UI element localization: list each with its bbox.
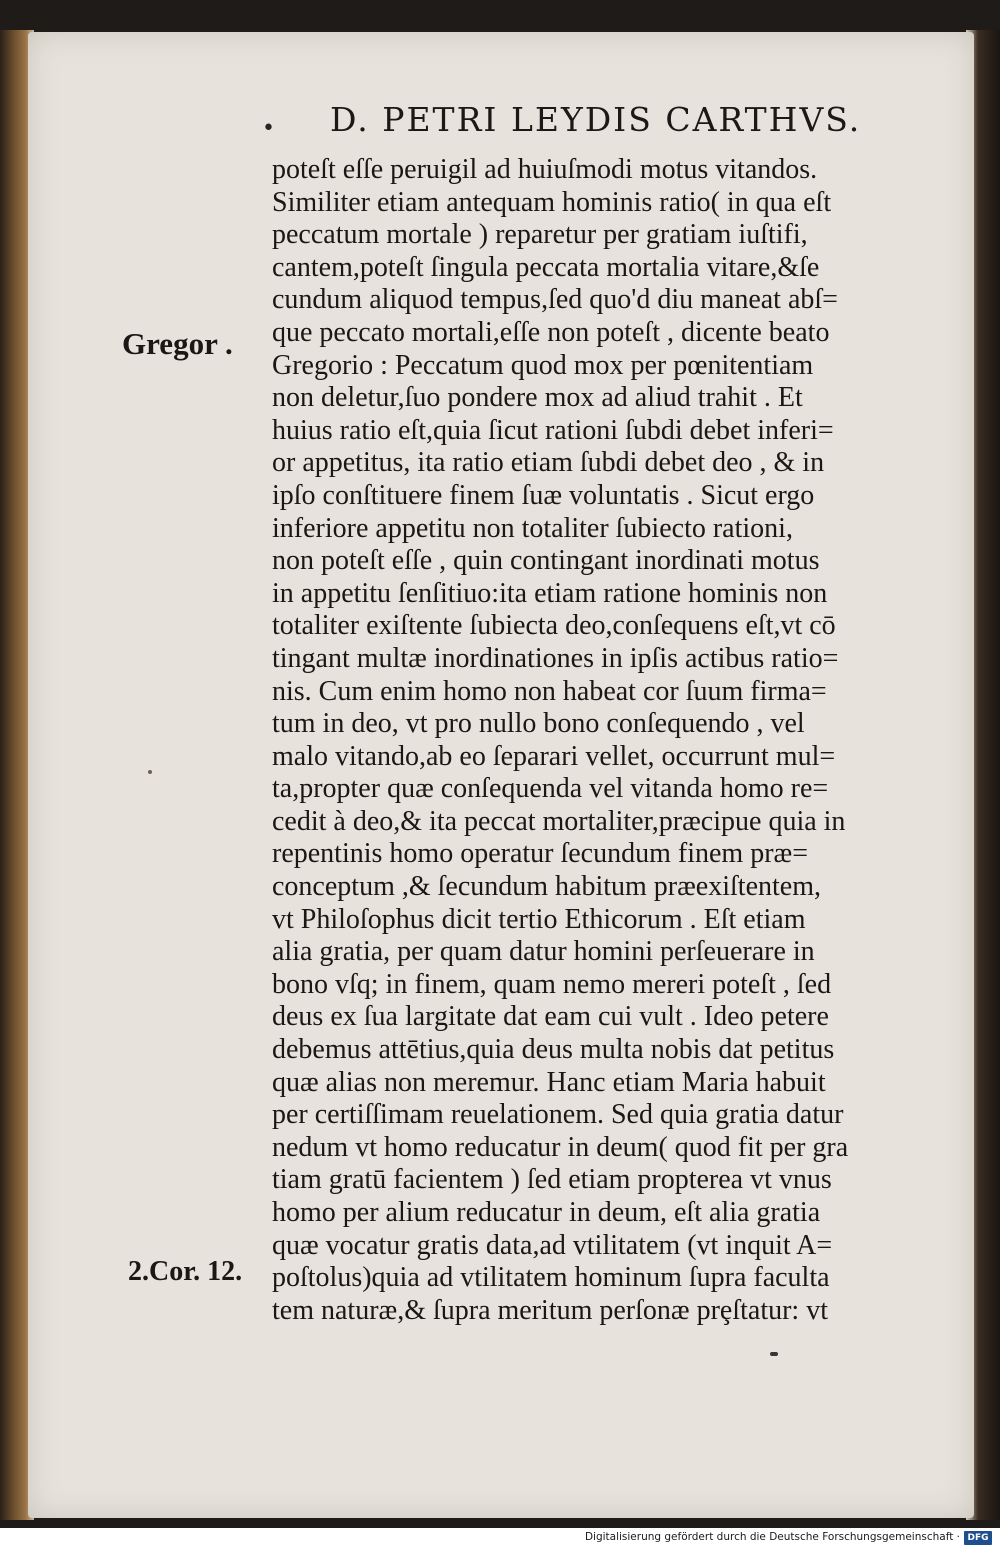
text-line: huius ratio eſt,quia ſicut rationi ſubdi debet inferi= [272,414,834,446]
text-line: malo vitando,ab eo ſeparari vellet, occurrunt mul= [272,740,836,772]
text-line: alia gratia, per quam datur homini perſeuerare in [272,936,815,968]
ink-speck [770,1352,778,1356]
text-line: que peccato mortali,eſſe non poteſt , dicente beato [272,316,830,348]
text-line: poſtolus)quia ad vtilitatem hominum ſupra faculta [272,1262,830,1294]
text-line: quæ vocatur gratis data,ad vtilitatem (vt inquit A= [272,1229,833,1261]
margin-note-gregor: Gregor . [122,326,233,361]
dfg-logo: DFG [964,1531,992,1545]
text-line: non deletur,ſuo pondere mox ad aliud trahit . Et [272,382,803,414]
ink-speck [148,770,152,774]
text-line: Gregorio : Peccatum quod mox per pœnitentiam [272,349,814,381]
text-line: cantem,poteſt ſingula peccata mortalia vitare,&ſe [272,251,820,283]
text-line: tingant multæ inordinationes in ipſis actibus ratio= [272,642,839,674]
text-line: nedum vt homo reducatur in deum( quod fit per gra [272,1131,849,1163]
funding-credit: Digitalisierung gefördert durch die Deutsche Forschungsgemeinschaft · [584,1531,960,1543]
text-line: cundum aliquod tempus,ſed quo'd diu maneat abſ= [272,284,838,316]
text-line: Similiter etiam antequam hominis ratio( in qua eſt [272,186,832,218]
text-line: inferiore appetitu non totaliter ſubiecto rationi, [272,512,793,544]
text-line: bono vſq; in finem, quam nemo mereri poteſt , ſed [272,968,832,1000]
running-header: D. PETRI LEYDIS CARTHVS. [330,100,862,139]
text-line: cedit à deo,& ita peccat mortaliter,præcipue quia in [272,805,846,837]
text-line: peccatum mortale ) reparetur per gratiam iuſtifi, [272,219,808,251]
text-line: quæ alias non meremur. Hanc etiam Maria habuit [272,1066,826,1098]
text-line: debemus attētius,quia deus multa nobis dat petitus [272,1034,835,1066]
text-line: or appetitus, ita ratio etiam ſubdi debet deo , & in [272,447,825,479]
text-line: nis. Cum enim homo non habeat cor ſuum firma= [272,675,827,707]
text-line: conceptum ,& ſecundum habitum præexiſtentem, [272,871,821,903]
text-line: deus ex ſua largitate dat eam cui vult . Ideo petere [272,1001,829,1033]
text-line: in appetitu ſenſitiuo:ita etiam ratione hominis non [272,577,828,609]
text-line: tiam gratū facientem ) ſed etiam propterea vt vnus [272,1164,832,1196]
text-line: ta,propter quæ conſequenda vel vitanda homo re= [272,773,829,805]
text-line: repentinis homo operatur ſecundum finem præ= [272,838,808,870]
text-line: ipſo conſtituere finem ſuæ voluntatis . Sicut ergo [272,479,815,511]
header-ornament: • [262,116,275,141]
text-line: tem naturæ,& ſupra meritum perſonæ prȩſtatur: vt [272,1294,828,1326]
text-line: vt Philoſophus dicit tertio Ethicorum . Eſt etiam [272,903,806,935]
body-text [272,154,962,1327]
text-line: totaliter exiſtente ſubiecta deo,conſequens eſt,vt cō [272,610,836,642]
margin-note-corinthians: 2.Cor. 12. [128,1256,243,1287]
text-line: poteſt eſſe peruigil ad huiuſmodi motus vitandos. [272,154,818,185]
text-line: per certiſſimam reuelationem. Sed quia gratia datur [272,1099,844,1131]
text-line: homo per alium reducatur in deum, eſt alia gratia [272,1197,821,1228]
text-line: tum in deo, vt pro nullo bono conſequendo , vel [272,708,805,740]
text-line: non poteſt eſſe , quin contingant inordinati motus [272,545,820,577]
